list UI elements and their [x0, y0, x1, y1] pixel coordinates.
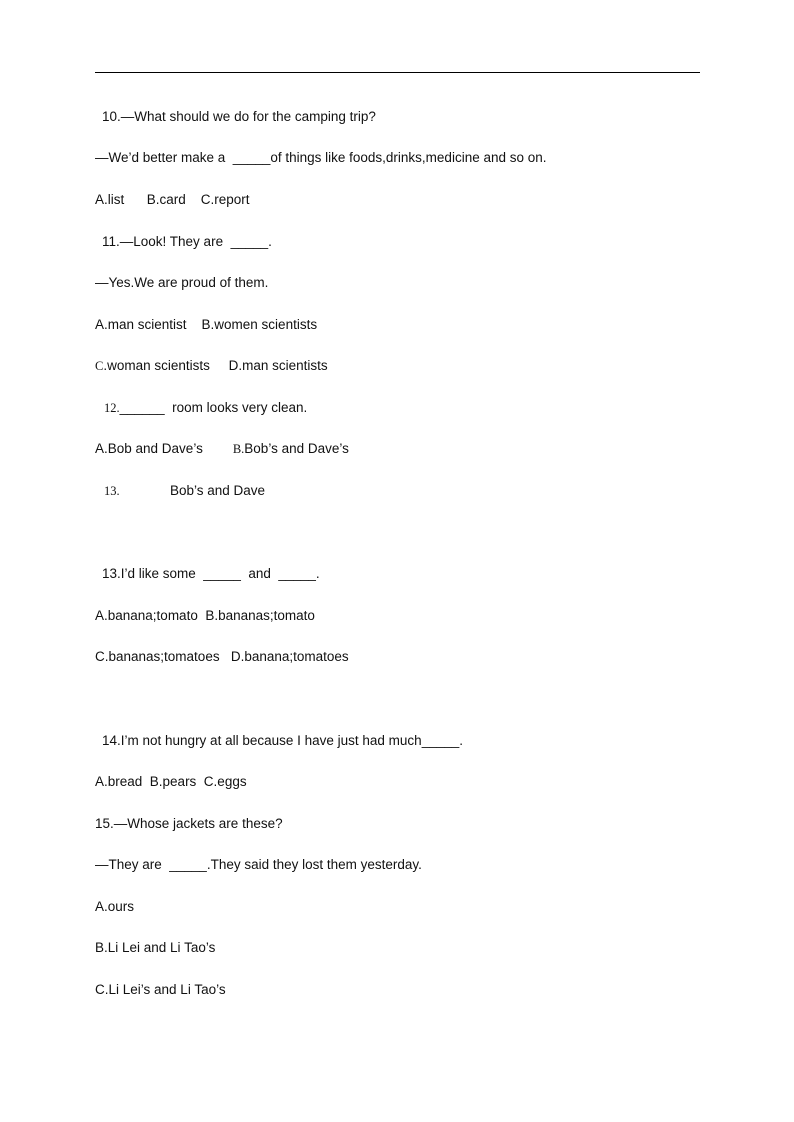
answer-10-line: —We’d better make a _____of things like foods,drinks,medicine and so on. — [95, 150, 547, 165]
option-b-label: B. — [232, 442, 245, 456]
options-11-cd-text: .woman scientists D.man scientists — [103, 358, 328, 373]
options-13-cd: C.bananas;tomatoes D.banana;tomatoes — [95, 649, 349, 664]
question-14: 14.I’m not hungry at all because I have just had much_____. — [102, 733, 463, 748]
options-14: A.bread B.pears C.eggs — [95, 774, 247, 789]
option-12-b: Bob’s and Dave’s — [244, 441, 349, 456]
question-13: 13.I’d like some _____ and _____. — [102, 566, 320, 581]
header-rule — [95, 72, 700, 73]
option-c-label: C — [95, 359, 104, 373]
option-15-c: C.Li Lei’s and Li Tao’s — [95, 982, 226, 997]
option-12-c-number: 13. — [104, 484, 120, 498]
options-10: A.list B.card C.report — [95, 192, 250, 207]
option-15-b: B.Li Lei and Li Tao’s — [95, 940, 216, 955]
options-11-cd — [95, 358, 328, 374]
question-10: 10.—What should we do for the camping trip? — [102, 109, 376, 124]
option-12-c-text: Bob’s and Dave — [170, 483, 266, 498]
question-12-text: ______ room looks very clean. — [119, 400, 308, 415]
options-12-ab — [95, 441, 349, 457]
question-15: 15.—Whose jackets are these? — [95, 816, 283, 831]
option-15-a: A.ours — [95, 899, 135, 914]
option-12-a: A.Bob and Dave’s — [95, 441, 233, 456]
answer-11-line: —Yes.We are proud of them. — [95, 275, 269, 290]
options-13-ab: A.banana;tomato B.bananas;tomato — [95, 608, 315, 623]
question-12-number: 12. — [104, 401, 120, 415]
answer-15-line: —They are _____.They said they lost them yesterday. — [95, 857, 422, 872]
options-11-ab: A.man scientist B.women scientists — [95, 317, 318, 332]
question-11: 11.—Look! They are _____. — [102, 234, 272, 249]
question-12 — [104, 400, 307, 416]
